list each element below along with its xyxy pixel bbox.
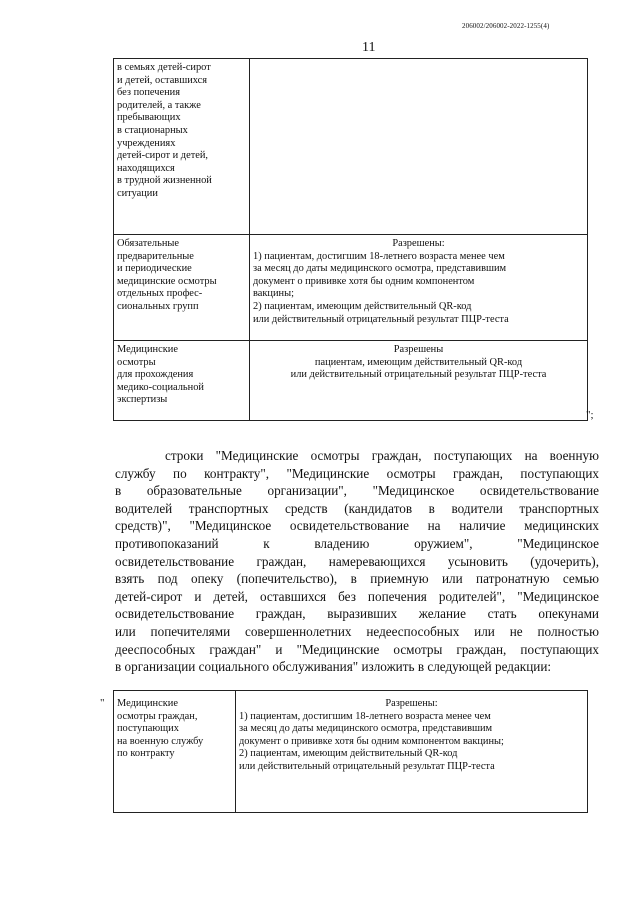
category-line: медико-социальной (117, 381, 204, 393)
condition-line: 2) пациентам, имеющим действительный QR-код (253, 300, 472, 312)
table-row (114, 341, 588, 421)
opening-quote-mark: " (100, 697, 105, 709)
category-line: родителей, а также (117, 99, 201, 111)
status-label: Разрешены: (385, 698, 438, 709)
category-line: Медицинские (117, 344, 178, 355)
category-line: медицинские осмотры (117, 275, 217, 287)
condition-line: вакцины; (253, 288, 294, 300)
condition-line: или действительный отрицательный результат ПЦР-теста (290, 369, 547, 381)
condition-cell (250, 235, 588, 341)
paragraph-line: взять под опеку (попечительство), в приемную или патронатную семью (115, 571, 599, 587)
category-line: осмотры граждан, (117, 710, 198, 722)
paragraph-line: службу по контракту", "Медицинские осмотры граждан, поступающих (115, 465, 599, 481)
category-line: на военную службу (117, 735, 204, 747)
paragraph-line: в образовательные организации", "Медицинское освидетельствование (115, 483, 599, 499)
category-line: детей-сирот и детей, (117, 150, 209, 162)
closing-quote-mark: "; (586, 409, 594, 421)
condition-cell (250, 59, 588, 235)
paragraph-line: противопоказаний к владению оружием", "Медицинское (115, 535, 599, 551)
category-cell (114, 59, 250, 235)
restrictions-table-continued (113, 58, 588, 421)
table-row (114, 691, 588, 813)
category-line: Обязательные (117, 238, 179, 249)
condition-line: за месяц до даты медицинского осмотра, представившим (253, 263, 507, 275)
table-row (114, 235, 588, 341)
condition-cell (250, 341, 588, 421)
condition-line: пациентам, имеющим действительный QR-код (314, 356, 523, 368)
paragraph-line: освидетельствование граждан, выразивших желание стать опекунами (115, 606, 599, 622)
paragraph-line: или попечителями совершеннолетних недееспособных или не полностью (115, 623, 599, 639)
condition-line: документ о прививке хотя бы одним компонентом (253, 275, 475, 287)
category-line: пребывающих (117, 112, 181, 124)
category-line: предварительные (117, 250, 194, 262)
category-line: Медицинские (117, 698, 178, 709)
category-cell (114, 235, 250, 341)
paragraph-line: дееспособных граждан" и "Медицинские осмотры граждан, поступающих (115, 641, 599, 657)
condition-cell (236, 691, 588, 813)
condition-line: 2) пациентам, имеющим действительный QR-код (239, 748, 458, 760)
paragraph-line: водителей транспортных средств (кандидатов в водители транспортных (115, 500, 599, 516)
category-line: и периодические (117, 263, 192, 275)
category-line: отдельных профес- (117, 288, 203, 300)
replacement-table (113, 690, 588, 813)
paragraph-line: детей-сирот и детей, оставшихся без попечения родителей", "Медицинское (115, 588, 599, 604)
paragraph-line: освидетельствование граждан, намеревающихся усыновить (удочерить), (115, 553, 599, 569)
category-line: в трудной жизненной (117, 175, 212, 187)
condition-line: 1) пациентам, достигшим 18-летнего возраста менее чем (253, 250, 505, 262)
condition-line: документ о прививке хотя бы одним компонентом вакцины; (239, 735, 504, 747)
paragraph-line: строки "Медицинские осмотры граждан, поступающих на военную (165, 448, 599, 463)
paragraph-line: средств)", "Медицинское освидетельствование на наличие медицинских (115, 518, 599, 534)
condition-line: или действительный отрицательный результат ПЦР-теста (239, 760, 495, 772)
category-line: по контракту (117, 748, 175, 760)
condition-line: или действительный отрицательный результат ПЦР-теста (253, 313, 509, 325)
table-row (114, 59, 588, 235)
category-line: учреждениях (117, 137, 176, 149)
condition-line: за месяц до даты медицинского осмотра, представившим (239, 723, 493, 735)
category-line: сиональных групп (117, 300, 199, 312)
category-line: в семьях детей-сирот (117, 62, 211, 73)
status-label: Разрешены: (392, 238, 445, 249)
category-line: в стационарных (117, 124, 188, 136)
category-line: экспертизы (117, 394, 168, 406)
category-line: без попечения (117, 87, 180, 99)
category-line: находящихся (117, 162, 175, 174)
condition-line: 1) пациентам, достигшим 18-летнего возраста менее чем (239, 710, 491, 722)
category-line: и детей, оставшихся (117, 74, 208, 86)
category-line: ситуации (117, 187, 158, 199)
category-line: поступающих (117, 723, 179, 735)
category-line: осмотры (117, 356, 156, 368)
amendment-paragraph (115, 447, 599, 676)
page-number: 11 (362, 40, 376, 55)
document-number: 206002/206002-2022-1255(4) (462, 22, 550, 30)
category-cell (114, 691, 236, 813)
status-label: Разрешены (393, 344, 444, 355)
category-cell (114, 341, 250, 421)
paragraph-line: в организации социального обслуживания" изложить в следующей редакции: (115, 659, 552, 675)
category-line: для прохождения (117, 369, 194, 381)
